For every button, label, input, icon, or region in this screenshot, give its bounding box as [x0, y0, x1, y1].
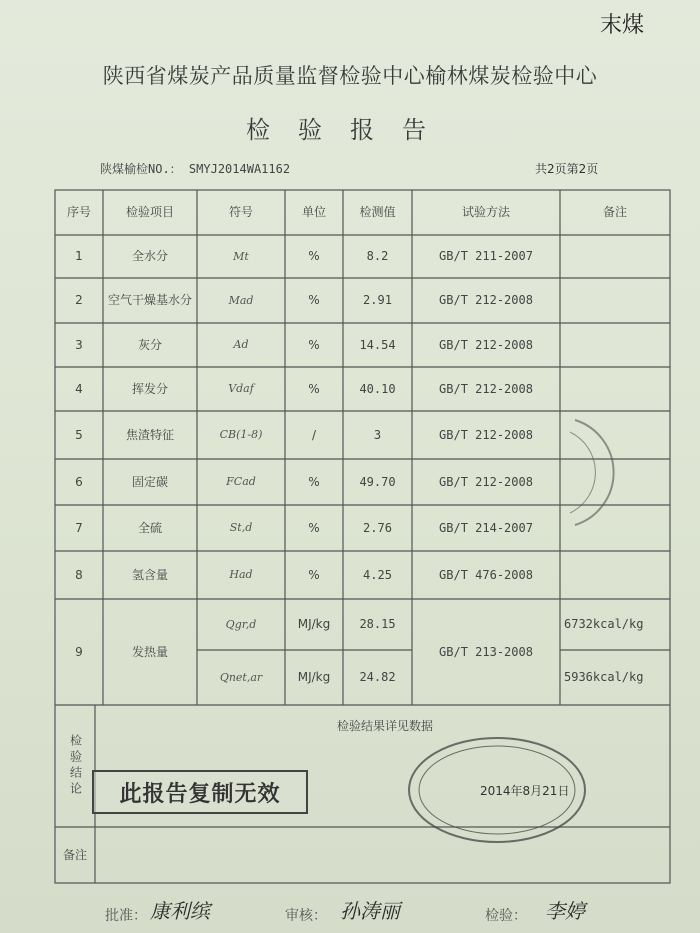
- header-cell-note: 备注: [602, 205, 627, 219]
- row-2-method: GB/T 212-2008: [439, 293, 533, 307]
- row-5-unit: /: [311, 427, 317, 442]
- page-info: 共2页第2页: [535, 162, 599, 176]
- review-label: 审核：: [285, 908, 327, 924]
- row-2-no: 2: [75, 293, 83, 307]
- report-title: 陕西省煤炭产品质量监督检验中心榆林煤炭检验中心: [102, 64, 598, 88]
- row-3-value: 14.54: [359, 337, 396, 352]
- inspect-signature: 李婷: [545, 899, 585, 923]
- row9-note-gross: 6732kcal/kg: [564, 617, 644, 631]
- row-3-no: 3: [75, 337, 83, 352]
- row-4-value: 40.10: [359, 381, 396, 396]
- row-2-item: 空气干燥基水分: [107, 293, 192, 307]
- row-2-symbol: Mad: [228, 293, 254, 307]
- row-8-unit: %: [308, 567, 320, 582]
- row-6-note: [560, 459, 670, 505]
- row-1-item: 全水分: [131, 249, 168, 263]
- row-7-value: 2.76: [363, 520, 392, 535]
- row9-no: 9: [75, 644, 83, 659]
- row-1-value: 8.2: [366, 249, 389, 263]
- row-4-item: 挥发分: [131, 381, 168, 396]
- row-4-method: GB/T 212-2008: [439, 381, 533, 396]
- row-8-value: 4.25: [363, 567, 392, 582]
- remarks-label: 备注: [62, 847, 87, 862]
- approve-label: 批准：: [105, 908, 147, 924]
- row-2-note: [560, 278, 670, 323]
- row-1-symbol: Mt: [233, 249, 249, 263]
- row-5-note: [560, 411, 670, 459]
- row-4-unit: %: [308, 381, 320, 396]
- report-subtitle: 检验报告: [246, 116, 454, 144]
- row-3-symbol: Ad: [233, 338, 249, 352]
- row9-unit-gross: MJ/kg: [297, 617, 331, 631]
- row-3-method: GB/T 212-2008: [439, 337, 533, 352]
- row9-symbol-gross: Qgr,d: [225, 617, 257, 631]
- row-1-method: GB/T 211-2007: [439, 249, 533, 263]
- row9-method: GB/T 213-2008: [439, 644, 533, 659]
- row-8-symbol: Had: [229, 568, 253, 582]
- row9-unit-net: MJ/kg: [297, 670, 331, 684]
- header-cell-item: 检验项目: [125, 205, 174, 219]
- row-7-unit: %: [308, 520, 320, 535]
- row-6-symbol: FCad: [226, 475, 256, 489]
- header-cell-symbol: 符号: [228, 205, 253, 219]
- conclusion-text: 检验结果详见数据: [336, 718, 433, 733]
- row-2-value: 2.91: [363, 293, 392, 307]
- row-4-symbol: Vdaf: [228, 382, 254, 396]
- row-6-no: 6: [75, 474, 83, 489]
- row-8-item: 氢含量: [131, 567, 168, 582]
- row-1-unit: %: [308, 249, 320, 263]
- header-cell-no: 序号: [66, 205, 91, 219]
- row9-note-net: 5936kcal/kg: [564, 670, 644, 684]
- row-7-symbol: St,d: [229, 521, 253, 535]
- row-3-note: [560, 323, 670, 367]
- row-5-item: 焦渣特征: [125, 427, 174, 442]
- row-6-item: 固定碳: [131, 474, 168, 489]
- row-6-unit: %: [308, 474, 320, 489]
- report-date: 2014年8月21日: [480, 784, 570, 798]
- row-3-unit: %: [308, 337, 320, 352]
- review-signature: 孙涛丽: [340, 899, 400, 923]
- row-8-note: [560, 551, 670, 599]
- row-7-method: GB/T 214-2007: [439, 520, 533, 535]
- row9-value-net: 24.82: [359, 670, 396, 684]
- header-cell-unit: 单位: [301, 205, 326, 219]
- row-1-note: [560, 235, 670, 278]
- conclusion-label: 检验结论: [68, 734, 83, 798]
- report-number-value: SMYJ2014WA1162: [188, 162, 291, 176]
- row-6-value: 49.70: [359, 474, 396, 489]
- report-number-label: 陕煤榆检NO.：: [100, 162, 182, 176]
- row-8-no: 8: [75, 567, 83, 582]
- row-8-method: GB/T 476-2008: [439, 567, 533, 582]
- row-7-item: 全硫: [137, 520, 162, 535]
- copy-invalid-stamp: 此报告复制无效: [92, 770, 308, 814]
- handwritten-note: 末煤: [600, 13, 645, 38]
- row-7-note: [560, 505, 670, 551]
- row-2-unit: %: [308, 293, 320, 307]
- row-3-item: 灰分: [137, 337, 162, 352]
- row-5-value: 3: [373, 427, 382, 442]
- row-5-symbol: CB(1-8): [219, 428, 263, 442]
- row-5-no: 5: [75, 427, 83, 442]
- inspect-label: 检验：: [485, 908, 527, 924]
- header-cell-value: 检测值: [359, 205, 396, 219]
- header-cell-method: 试验方法: [461, 205, 510, 219]
- row-4-note: [560, 367, 670, 411]
- row9-symbol-net: Qnet,ar: [219, 670, 263, 684]
- row-1-no: 1: [75, 249, 83, 263]
- approve-signature: 康利缤: [150, 899, 210, 923]
- row-5-method: GB/T 212-2008: [439, 427, 533, 442]
- row9-item: 发热量: [131, 644, 168, 659]
- row-6-method: GB/T 212-2008: [439, 474, 533, 489]
- row-4-no: 4: [75, 381, 83, 396]
- row9-value-gross: 28.15: [359, 617, 396, 631]
- row-7-no: 7: [75, 520, 83, 535]
